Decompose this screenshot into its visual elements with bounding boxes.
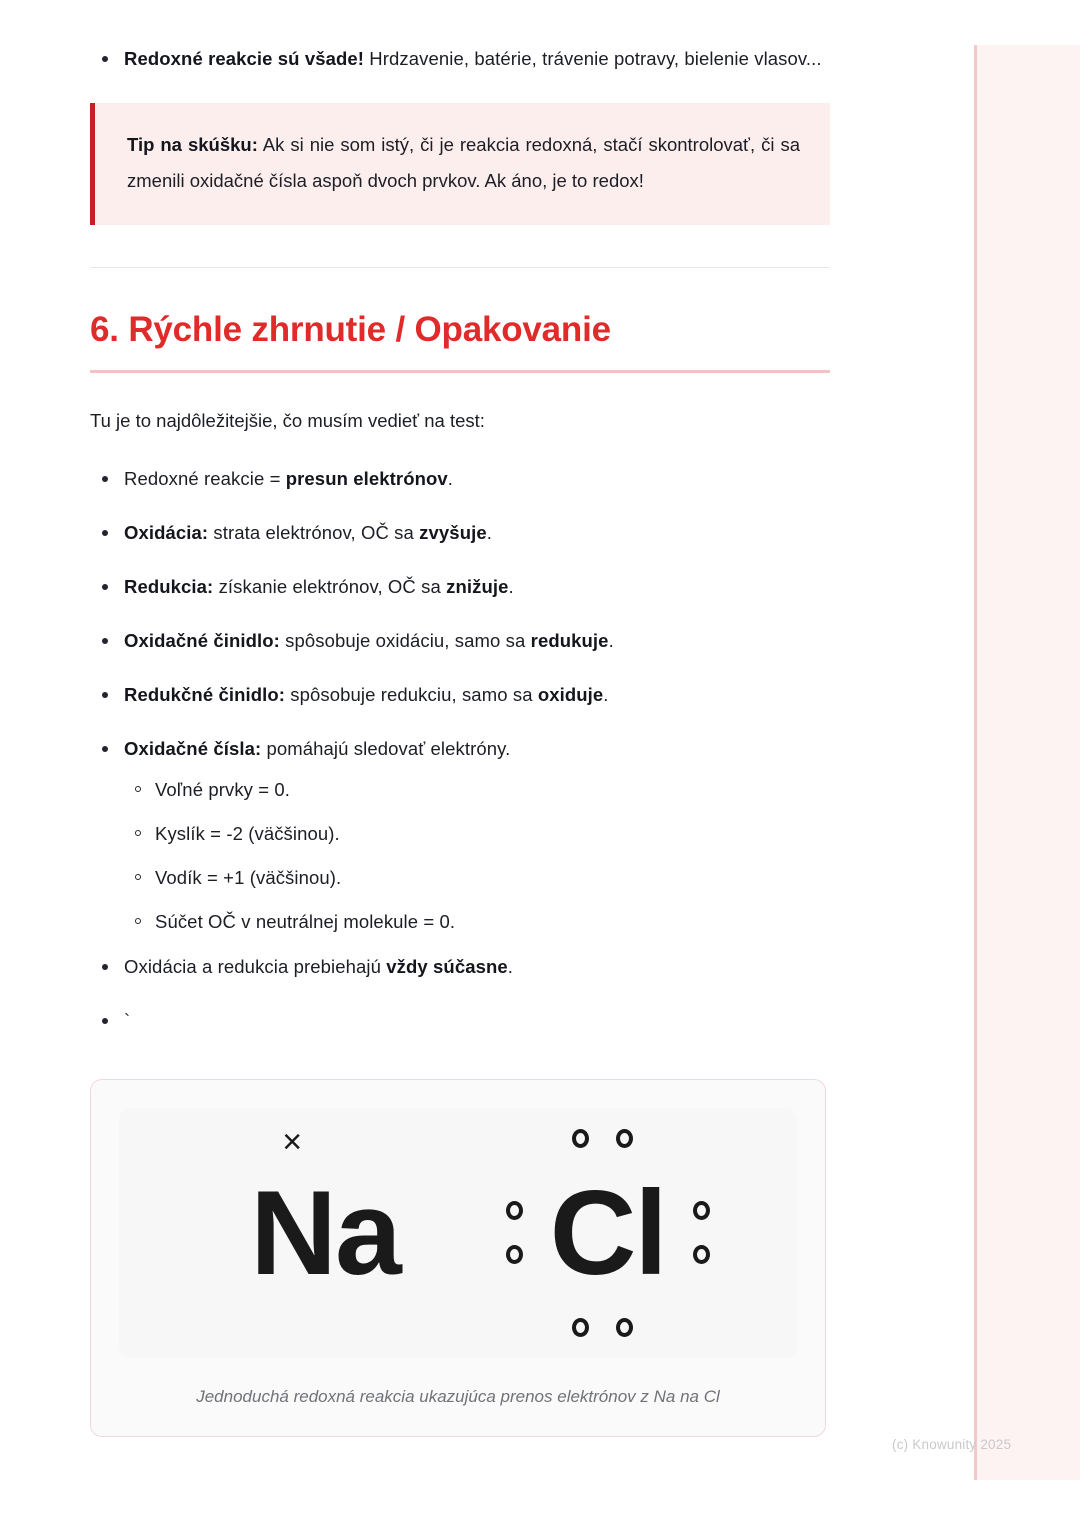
electron-dot-icon	[693, 1201, 710, 1220]
lewis-structure-diagram	[119, 1108, 797, 1358]
tip-body: Ak si nie som istý, či je reakcia redoxná, stačí skontrolovať, či sa zmenili oxidačné čísla aspoň dvoch prvkov. Ak áno, je to redox!	[127, 134, 800, 191]
chlorine-symbol: Cl	[549, 1165, 666, 1300]
bullet-bold-lead: Oxidačné činidlo:	[124, 629, 280, 651]
bullet-text-tail: .	[507, 955, 514, 977]
bullet-bold-lead: Redoxné reakcie sú všade!	[124, 48, 365, 69]
document-content	[90, 42, 830, 1437]
sodium-atom-group	[250, 1122, 400, 1300]
bullet-text-tail: .	[508, 575, 514, 597]
intro-bullet-list	[90, 42, 830, 75]
electron-dot-icon	[506, 1245, 523, 1264]
electron-dot-icon	[616, 1318, 633, 1337]
tip-label: Tip na skúšku:	[127, 134, 258, 155]
summary-bullet-list	[90, 462, 830, 1037]
list-item	[124, 1004, 830, 1037]
section-divider	[90, 267, 830, 268]
copyright-watermark: (c) Knowunity 2025	[892, 1437, 1012, 1452]
bullet-bold-tail: zvyšuje	[419, 521, 487, 543]
electron-x-icon: ×	[282, 1122, 303, 1161]
section-lead-paragraph: Tu je to najdôležitejšie, čo musím vedieť na test:	[90, 409, 485, 431]
list-item	[124, 678, 830, 711]
bullet-bold-tail: redukuje	[530, 629, 609, 651]
electron-dot-icon	[506, 1201, 523, 1220]
electron-dot-icon	[616, 1129, 633, 1148]
bullet-text: Redoxné reakcie =	[124, 467, 286, 489]
heading-underline-rule	[90, 370, 830, 373]
list-item	[124, 570, 830, 603]
list-item	[124, 516, 830, 549]
bullet-text: `	[124, 1009, 131, 1031]
bullet-bold-tail: znižuje	[446, 575, 509, 597]
tip-paragraph	[127, 127, 800, 199]
list-item	[124, 950, 830, 983]
bullet-bold: vždy súčasne	[386, 955, 508, 977]
bullet-text: strata elektrónov, OČ sa	[208, 521, 420, 543]
list-item	[124, 462, 830, 495]
figure-caption: Jednoduchá redoxná reakcia ukazujúca prenos elektrónov z Na na Cl	[196, 1386, 720, 1406]
oxidation-rules-sublist	[124, 774, 830, 937]
sub-list-item: Súčet OČ v neutrálnej molekule = 0.	[155, 906, 830, 937]
bullet-text: pomáhajú sledovať elektróny.	[261, 737, 511, 759]
chlorine-atom-group	[549, 1165, 666, 1300]
bullet-text-tail: .	[603, 683, 609, 705]
figure-image-panel	[119, 1108, 797, 1358]
sub-list-item: Kyslík = -2 (väčšinou).	[155, 818, 830, 849]
bullet-bold-lead: Redukčné činidlo:	[124, 683, 286, 705]
bullet-text: spôsobuje redukciu, samo sa	[285, 683, 538, 705]
electron-dot-icon	[693, 1245, 710, 1264]
list-item	[124, 42, 830, 75]
exam-tip-callout	[90, 103, 830, 225]
bullet-text: spôsobuje oxidáciu, samo sa	[279, 629, 531, 651]
list-item	[124, 732, 830, 937]
bullet-text: Hrdzavenie, batérie, trávenie potravy, bielenie vlasov...	[364, 48, 822, 69]
bullet-bold-lead: Oxidačné čísla:	[124, 737, 262, 759]
bullet-text-tail: .	[447, 467, 454, 489]
electron-dot-icon	[572, 1318, 589, 1337]
bullet-bold: presun elektrónov	[285, 467, 448, 489]
bullet-text-tail: .	[608, 629, 614, 651]
section-heading: 6. Rýchle zhrnutie / Opakovanie	[90, 310, 611, 349]
page-edge-accent-strip	[974, 45, 1080, 1480]
figure-card	[90, 1079, 826, 1437]
bullet-text: Oxidácia a redukcia prebiehajú	[124, 955, 387, 977]
bullet-bold-tail: oxiduje	[537, 683, 604, 705]
bullet-text: získanie elektrónov, OČ sa	[213, 575, 447, 597]
sub-list-item: Vodík = +1 (väčšinou).	[155, 862, 830, 893]
sub-list-item: Voľné prvky = 0.	[155, 774, 830, 805]
bullet-bold-lead: Oxidácia:	[124, 521, 209, 543]
bullet-bold-lead: Redukcia:	[124, 575, 214, 597]
bullet-text-tail: .	[486, 521, 492, 543]
electron-dot-icon	[572, 1129, 589, 1148]
sodium-symbol: Na	[250, 1165, 400, 1300]
list-item	[124, 624, 830, 657]
